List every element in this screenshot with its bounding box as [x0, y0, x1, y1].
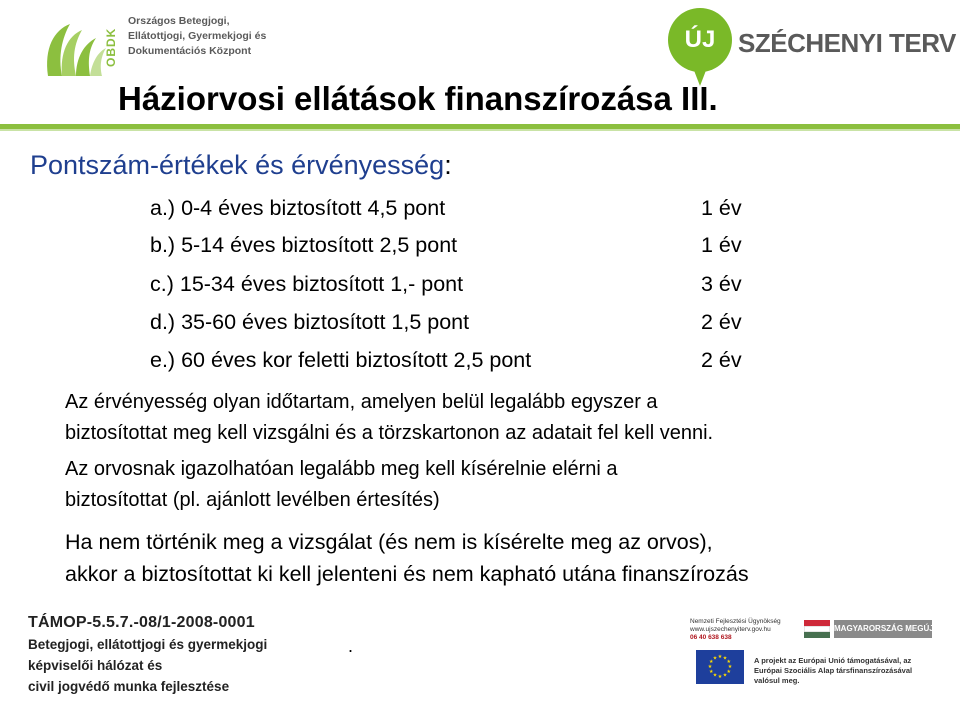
svg-text:★: ★ — [709, 659, 714, 665]
obdk-acronym: OBDK — [104, 27, 118, 67]
svg-text:★: ★ — [717, 654, 723, 660]
brand-name: SZÉCHENYI TERV — [738, 28, 956, 58]
svg-text:★: ★ — [727, 664, 733, 670]
agency-line: Nemzeti Fejlesztési Ügynökség — [690, 618, 781, 625]
agency-line: www.ujszechenyiterv.gov.hu — [690, 626, 771, 633]
project-line: képviselői hálózat és — [28, 658, 163, 673]
rule-label: c.) 15-34 éves biztosított 1,- pont — [150, 272, 464, 296]
funding-logos — [682, 610, 945, 702]
paragraph — [65, 387, 945, 448]
svg-text:★: ★ — [722, 672, 728, 679]
rule-label: a.) 0-4 éves biztosított 4,5 pont — [150, 196, 446, 220]
section-heading — [30, 150, 452, 181]
section-heading-text: Pontszám-értékek és érvényesség — [30, 150, 445, 180]
rule-value: 3 év — [701, 272, 742, 296]
rule-value: 1 év — [701, 233, 742, 257]
hungarian-flag-icon — [804, 620, 830, 638]
obdk-name — [128, 14, 308, 59]
paragraph — [65, 454, 945, 515]
hungary-banner: MAGYARORSZÁG MEGÚJUL — [834, 620, 932, 638]
obdk-name-line: Dokumentációs Központ — [128, 45, 252, 57]
rule-value: 2 év — [701, 310, 742, 334]
svg-text:★: ★ — [712, 672, 718, 679]
section-heading-colon: : — [444, 150, 452, 180]
svg-text:★: ★ — [717, 674, 723, 680]
rule-value: 1 év — [701, 196, 742, 220]
svg-text:★: ★ — [707, 664, 713, 670]
paragraph — [65, 526, 945, 590]
paragraph-line: biztosítottat (pl. ajánlott levélben értesítés) — [65, 488, 440, 511]
szechenyi-terv-logo — [668, 8, 956, 88]
rule-label: b.) 5-14 éves biztosított 2,5 pont — [150, 233, 458, 257]
project-code: TÁMOP-5.5.7.-08/1-2008-0001 — [28, 614, 255, 631]
agency-phone: 06 40 638 638 — [690, 634, 732, 641]
brand-bubble-text: ÚJ — [684, 26, 716, 53]
project-info — [28, 612, 348, 697]
svg-text:★: ★ — [709, 669, 714, 675]
obdk-name-line: Országos Betegjogi, — [128, 15, 230, 27]
obdk-leaf-icon — [40, 18, 110, 80]
page-title: Háziorvosi ellátások finanszírozása III. — [118, 80, 718, 117]
project-line: civil jogvédő munka fejlesztése — [28, 679, 230, 694]
svg-text:★: ★ — [712, 655, 718, 662]
title-divider-shadow — [0, 129, 960, 131]
paragraph-line: biztosítottat meg kell vizsgálni és a törzskartonon az adatait fel kell venni. — [65, 421, 714, 444]
svg-text:★: ★ — [726, 659, 731, 665]
footer-dot: . — [348, 636, 354, 656]
svg-text:★: ★ — [722, 655, 728, 662]
paragraph-line: Az orvosnak igazolhatóan legalább meg kell kísérelnie elérni a — [65, 458, 618, 480]
obdk-name-line: Ellátottjogi, Gyermekjogi és — [128, 30, 267, 42]
rule-value: 2 év — [701, 348, 742, 372]
eu-flag-icon — [696, 650, 744, 684]
paragraph-line: akkor a biztosítottat ki kell jelenteni és nem kapható utána finanszírozás — [65, 562, 749, 586]
agency-info — [690, 618, 800, 642]
paragraph-line: Ha nem történik meg a vizsgálat (és nem is kísérelte meg az orvos), — [65, 530, 713, 554]
rule-label: e.) 60 éves kor feletti biztosított 2,5 pont — [150, 348, 532, 372]
paragraph-line: Az érvényesség olyan időtartam, amelyen belül legalább egyszer a — [65, 391, 658, 413]
obdk-logo — [40, 8, 270, 88]
project-line: Betegjogi, ellátottjogi és gyermekjogi — [28, 637, 268, 652]
eu-funding-text: A projekt az Európai Unió támogatásával, az Európai Szociális Alap társfinanszírozásával valósul meg. — [754, 656, 913, 685]
rule-label: d.) 35-60 éves biztosított 1,5 pont — [150, 310, 470, 334]
svg-text:★: ★ — [726, 669, 731, 675]
